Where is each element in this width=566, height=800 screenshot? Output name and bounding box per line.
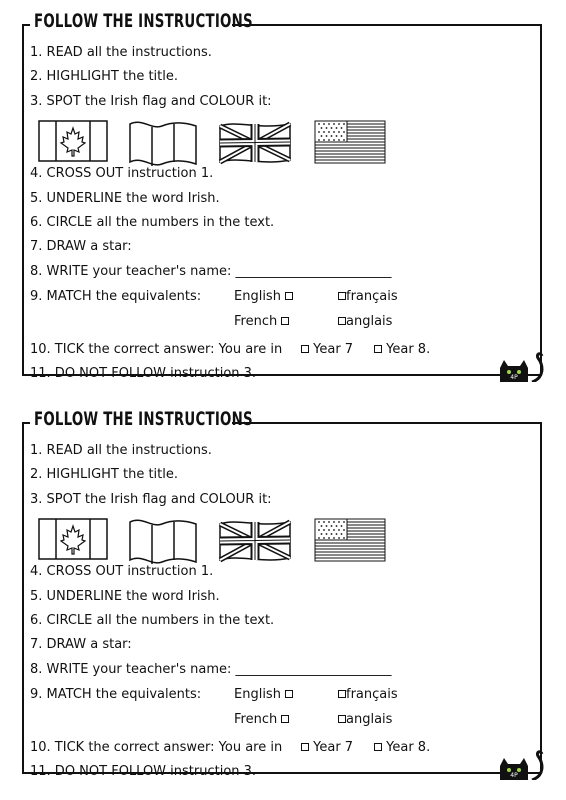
svg-text:4P: 4P <box>510 374 518 381</box>
worksheet-title: FOLLOW THE INSTRUCTIONS <box>34 408 253 430</box>
uk-flag-icon[interactable] <box>218 120 292 166</box>
uk-flag-icon[interactable] <box>218 518 292 564</box>
checkbox-icon[interactable] <box>285 292 293 300</box>
instruction-11: 11. DO NOT FOLLOW instruction 3. <box>30 366 257 381</box>
canada-flag-icon[interactable] <box>38 518 108 560</box>
tick-year-8[interactable]: Year 8. <box>374 342 430 357</box>
instruction-3: 3. SPOT the Irish flag and COLOUR it: <box>30 492 272 507</box>
checkbox-icon[interactable] <box>281 317 289 325</box>
ireland-flag-icon[interactable] <box>128 120 198 170</box>
worksheet-1 <box>22 10 546 381</box>
checkbox-icon[interactable] <box>301 345 309 353</box>
match-left-french[interactable]: French <box>234 314 289 329</box>
instruction-3: 3. SPOT the Irish flag and COLOUR it: <box>30 94 272 109</box>
checkbox-icon[interactable] <box>374 743 382 751</box>
match-right-francais[interactable]: français <box>338 687 398 702</box>
match-right-anglais[interactable]: anglais <box>338 712 392 727</box>
instruction-8: 8. WRITE your teacher's name: ________________________ <box>30 264 392 279</box>
instruction-1: 1. READ all the instructions. <box>30 45 212 60</box>
canada-flag-icon[interactable] <box>38 120 108 162</box>
instruction-2: 2. HIGHLIGHT the title. <box>30 69 179 84</box>
flag-row <box>36 518 416 562</box>
checkbox-icon[interactable] <box>338 292 346 300</box>
instruction-5: 5. UNDERLINE the word Irish. <box>30 589 220 604</box>
usa-flag-icon[interactable] <box>314 518 386 562</box>
worksheet-title: FOLLOW THE INSTRUCTIONS <box>34 10 253 32</box>
match-right-francais[interactable]: français <box>338 289 398 304</box>
instruction-6: 6. CIRCLE all the numbers in the text. <box>30 215 275 230</box>
instruction-5: 5. UNDERLINE the word Irish. <box>30 191 220 206</box>
ireland-flag-icon[interactable] <box>128 518 198 568</box>
usa-flag-icon[interactable] <box>314 120 386 164</box>
instruction-9: 9. MATCH the equivalents: <box>30 289 202 304</box>
match-right-anglais[interactable]: anglais <box>338 314 392 329</box>
svg-text:4P: 4P <box>510 772 518 779</box>
checkbox-icon[interactable] <box>281 715 289 723</box>
instruction-4: 4. CROSS OUT instruction 1. <box>30 564 214 579</box>
instruction-7: 7. DRAW a star: <box>30 239 132 254</box>
tick-year-7[interactable]: Year 7 <box>301 342 353 357</box>
instruction-9: 9. MATCH the equivalents: <box>30 687 202 702</box>
worksheet-2 <box>22 408 546 779</box>
tick-year-7[interactable]: Year 7 <box>301 740 353 755</box>
instruction-10: 10. TICK the correct answer: You are in <box>30 342 283 357</box>
instruction-7: 7. DRAW a star: <box>30 637 132 652</box>
match-left-english[interactable]: English <box>234 289 293 304</box>
checkbox-icon[interactable] <box>301 743 309 751</box>
flag-row <box>36 120 416 164</box>
instruction-4: 4. CROSS OUT instruction 1. <box>30 166 214 181</box>
checkbox-icon[interactable] <box>285 690 293 698</box>
instruction-1: 1. READ all the instructions. <box>30 443 212 458</box>
match-left-english[interactable]: English <box>234 687 293 702</box>
cat-logo-icon <box>498 750 546 780</box>
checkbox-icon[interactable] <box>374 345 382 353</box>
instruction-6: 6. CIRCLE all the numbers in the text. <box>30 613 275 628</box>
cat-logo-icon <box>498 352 546 382</box>
checkbox-icon[interactable] <box>338 690 346 698</box>
instruction-11: 11. DO NOT FOLLOW instruction 3. <box>30 764 257 779</box>
instruction-10: 10. TICK the correct answer: You are in <box>30 740 283 755</box>
instruction-8: 8. WRITE your teacher's name: ________________________ <box>30 662 392 677</box>
instruction-2: 2. HIGHLIGHT the title. <box>30 467 179 482</box>
tick-year-8[interactable]: Year 8. <box>374 740 430 755</box>
match-left-french[interactable]: French <box>234 712 289 727</box>
checkbox-icon[interactable] <box>338 317 346 325</box>
checkbox-icon[interactable] <box>338 715 346 723</box>
